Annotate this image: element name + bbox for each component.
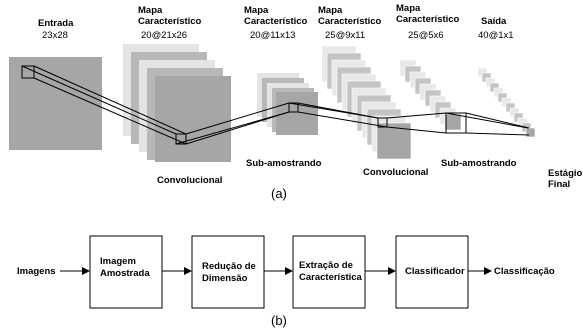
conv1-label: Convolucional: [157, 175, 223, 186]
c2-dims: 25@9x11: [325, 30, 366, 41]
output-unit: [526, 128, 535, 137]
block-2-line1: Redução de: [202, 261, 256, 272]
c2-map-stack: [322, 46, 411, 159]
s1-dims: 20@11x13: [250, 30, 296, 41]
c1-map: [155, 76, 231, 162]
c1-title-line1: Mapa: [138, 5, 163, 16]
s1-title-line2: Característico: [244, 16, 308, 27]
final-stage-line2: Final: [548, 179, 571, 190]
sub2-label: Sub-amostrando: [441, 158, 517, 169]
c1-dims: 20@21x26: [141, 30, 188, 41]
s1-map-stack: [257, 73, 318, 135]
block-reducao-dimensao: [192, 236, 264, 308]
block-3-line2: Característica: [299, 272, 362, 283]
s2-map-stack: [400, 60, 461, 130]
input-map: [9, 57, 102, 150]
input-dims: 23x28: [42, 30, 68, 41]
output-unit-stack: [478, 68, 535, 137]
caption-b: (b): [271, 313, 287, 328]
part-a-network: [9, 3, 583, 201]
input-title: Entrada: [38, 18, 74, 29]
s2-title-line2: Característico: [396, 14, 460, 25]
final-stage-line1: Estágio: [548, 168, 583, 179]
block-1-line1: Imagem: [100, 256, 136, 267]
c2-title-line1: Mapa: [318, 5, 343, 16]
s2-dims: 25@5x6: [408, 30, 444, 41]
s2-map: [445, 114, 461, 130]
output-classificacao-label: Classificação: [494, 266, 555, 277]
c2-title-line2: Característico: [318, 16, 382, 27]
block-2-line2: Dimensão: [202, 273, 248, 284]
caption-a: (a): [271, 186, 287, 201]
s1-title-line1: Mapa: [244, 5, 269, 16]
block-1-line2: Amostrada: [100, 268, 150, 279]
output-title: Saída: [481, 16, 507, 27]
conv2-label: Convolucional: [363, 167, 429, 178]
c2-map: [377, 123, 411, 159]
input-images-label: Imagens: [17, 266, 56, 277]
part-b-pipeline: [17, 236, 555, 328]
c1-title-line2: Característico: [138, 16, 202, 27]
sub1-label: Sub-amostrando: [246, 158, 322, 169]
output-dims: 40@1x1: [478, 30, 514, 41]
block-3-line1: Extração de: [299, 260, 353, 271]
block-4-line1: Classificador: [405, 266, 465, 277]
s2-title-line1: Mapa: [396, 3, 421, 14]
